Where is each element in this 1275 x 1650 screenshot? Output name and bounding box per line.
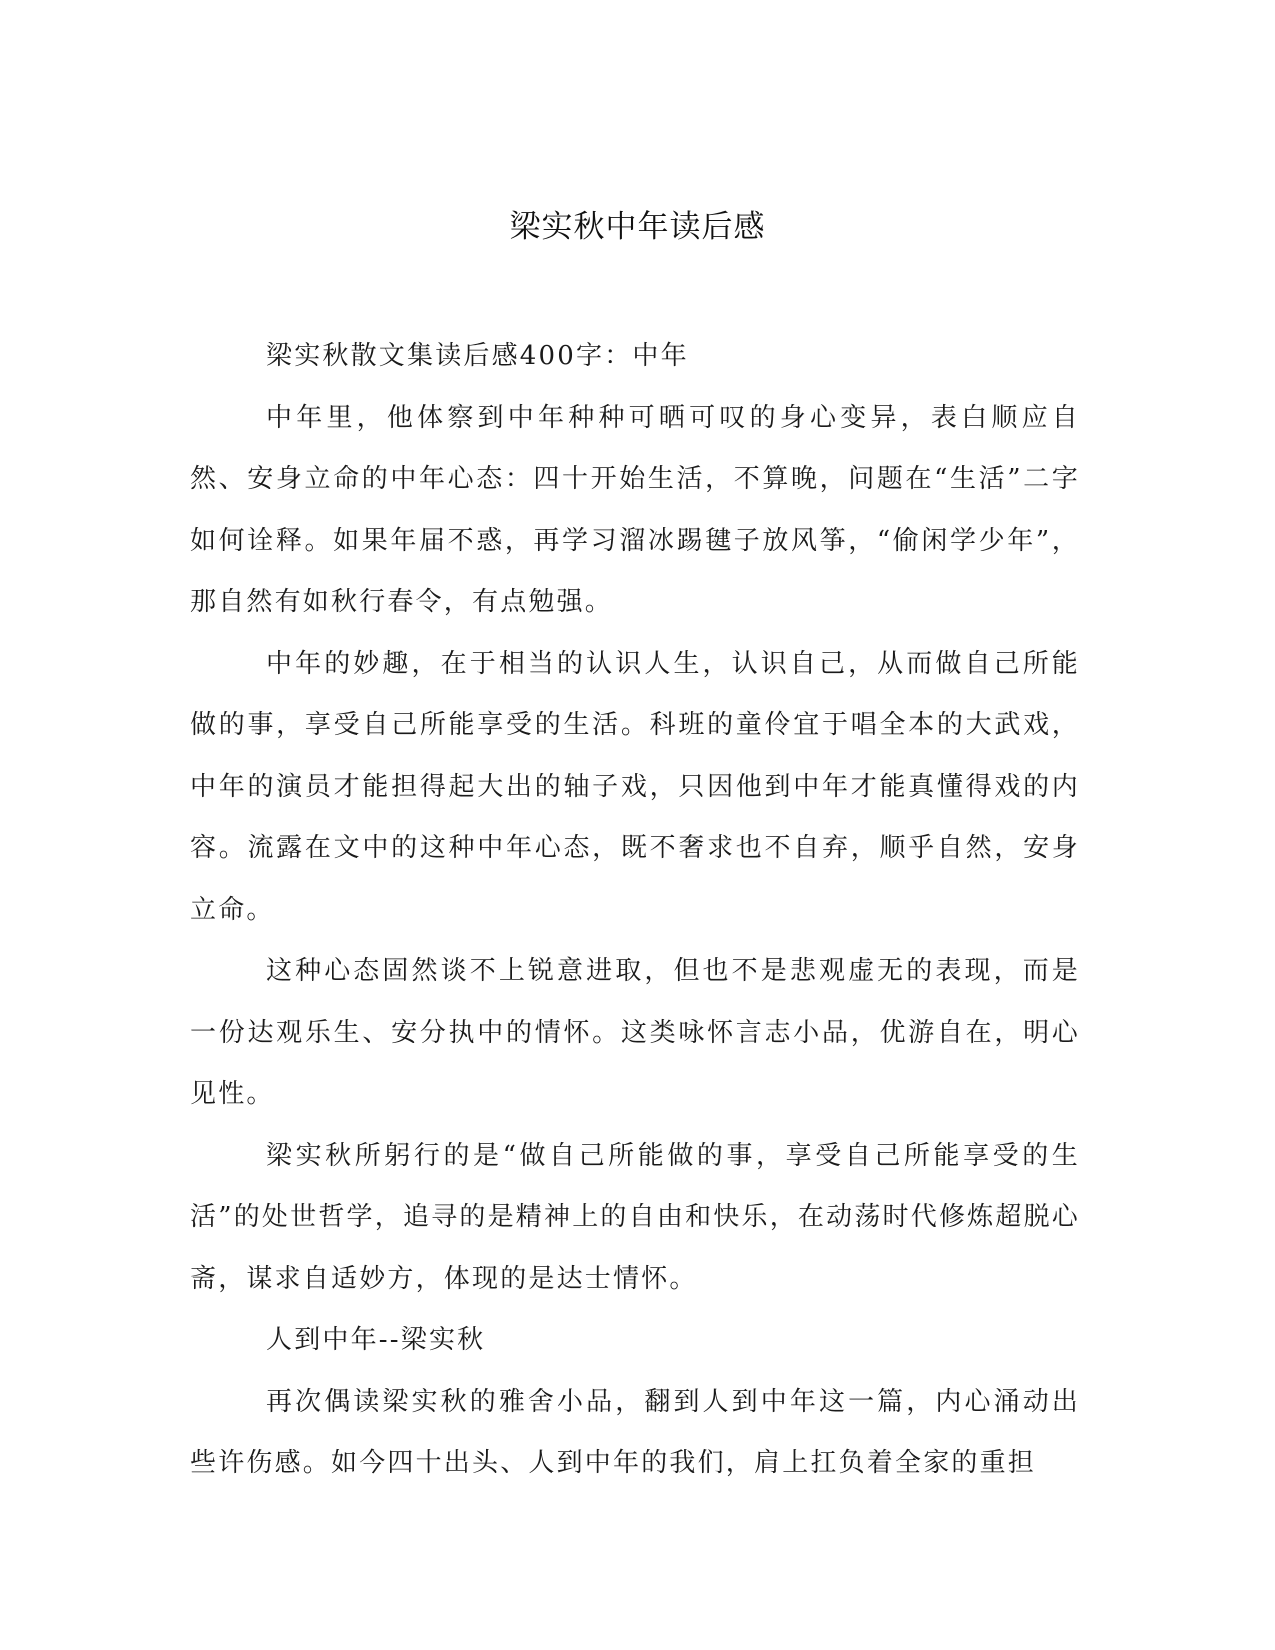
paragraph: 中年里，他体察到中年种种可晒可叹的身心变异，表白顺应自然、安身立命的中年心态：四十开始生活，不算晚，问题在“生活”二字如何诠释。如果年届不惑，再学习溜冰踢毽子放风筝，“偷闲学少年”，那自然有如秋行春令，有点勉强。 [190,402,1080,617]
paragraph: 梁实秋所躬行的是“做自己所能做的事，享受自己所能享受的生活”的处世哲学，追寻的是精神上的自由和快乐，在动荡时代修炼超脱心斋，谋求自适妙方，体现的是达士情怀。 [190,1140,1080,1294]
paragraph: 再次偶读梁实秋的雅舍小品，翻到人到中年这一篇，内心涌动出些许伤感。如今四十出头、人到中年的我们，肩上扛负着全家的重担 [190,1386,1080,1478]
paragraph-section-heading: 人到中年--梁实秋 [266,1325,486,1355]
document-body [190,326,1080,1495]
paragraph-subtitle: 梁实秋散文集读后感400字：中年 [266,341,689,371]
paragraph: 中年的妙趣，在于相当的认识人生，认识自己，从而做自己所能做的事，享受自己所能享受的生活。科班的童伶宜于唱全本的大武戏，中年的演员才能担得起大出的轴子戏，只因他到中年才能真懂得戏的内容。流露在文中的这种中年心态，既不奢求也不自弃，顺乎自然，安身立命。 [190,648,1080,925]
document-title: 梁实秋中年读后感 [509,209,766,245]
paragraph: 这种心态固然谈不上锐意进取，但也不是悲观虚无的表现，而是一份达观乐生、安分执中的情怀。这类咏怀言志小品，优游自在，明心见性。 [190,956,1080,1109]
